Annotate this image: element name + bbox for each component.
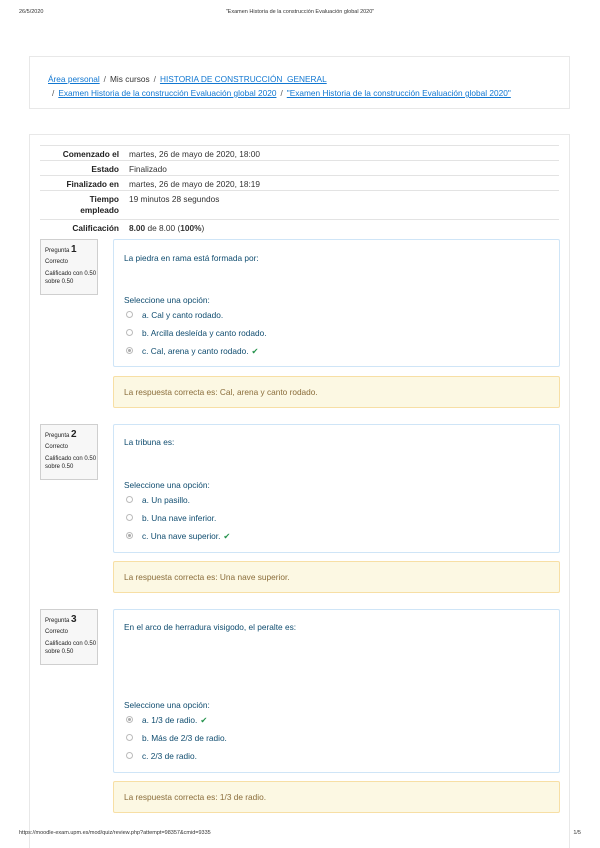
question-text: En el arco de herradura visigodo, el peralte es: [124,622,297,632]
summary-value: martes, 26 de mayo de 2020, 18:19 [129,179,260,189]
question-content [113,609,560,773]
question-number: 1 [71,244,77,255]
breadcrumb-separator: / [280,88,283,98]
question-content [113,424,560,553]
feedback-box [113,781,560,813]
radio-button[interactable] [126,329,133,336]
summary-label: Estado [91,164,119,174]
answer-option[interactable]: b. Una nave inferior. [126,513,216,523]
breadcrumb-exam-section[interactable]: Examen Historia de la construcción Evaluación global 2020 [58,88,277,98]
summary-row [40,219,559,234]
answer-prompt: Seleccione una opción: [124,480,210,490]
radio-button-selected[interactable] [126,716,133,723]
radio-button[interactable] [126,752,133,759]
radio-button[interactable] [126,311,133,318]
print-title: "Examen Historia de la construcción Evaluación global 2020" [225,9,375,15]
question-grade: Calificado con 0.50 sobre 0.50 [45,456,97,470]
breadcrumb-area-personal[interactable]: Área personal [48,74,100,84]
breadcrumb-line-2 [48,88,511,98]
question-number: 3 [71,614,77,625]
breadcrumb-exam[interactable]: "Examen Historia de la construcción Evaluación global 2020" [286,88,511,98]
breadcrumb-mis-cursos: Mis cursos [109,74,150,84]
answer-option[interactable]: b. Arcilla desleída y canto rodado. [126,328,267,338]
answer-option[interactable]: a. Cal y canto rodado. [126,310,223,320]
summary-label: Comenzado el [62,149,119,159]
breadcrumb-separator: / [103,74,106,84]
question-text: La piedra en rama está formada por: [124,253,259,263]
summary-row [40,145,559,160]
summary-value: martes, 26 de mayo de 2020, 18:00 [129,149,260,159]
check-icon: ✔ [223,531,231,541]
question-label: Pregunta [45,618,70,624]
radio-button-selected[interactable] [126,347,133,354]
question-info [40,609,98,665]
answer-option[interactable]: c. Una nave superior. ✔ [126,531,230,541]
question-number: 2 [71,429,77,440]
question-grade: Calificado con 0.50 sobre 0.50 [45,641,97,655]
page-number: 1/5 [573,830,581,836]
answer-option[interactable]: c. Cal, arena y canto rodado. ✔ [126,346,259,356]
radio-button[interactable] [126,496,133,503]
radio-button[interactable] [126,734,133,741]
breadcrumb-separator: / [153,74,156,84]
summary-row [40,190,559,219]
summary-label: Calificación [72,223,119,233]
answer-option[interactable]: a. 1/3 de radio. ✔ [126,715,207,725]
attempt-summary-table [40,145,559,234]
print-date: 26/5/2020 [19,9,44,15]
question-content [113,239,560,367]
correct-answer-text: La respuesta correcta es: Cal, arena y canto rodado. [124,387,318,397]
summary-label: Tiempo empleado [80,194,119,215]
question-text: La tribuna es: [124,437,175,447]
question-info [40,424,98,480]
answer-prompt: Seleccione una opción: [124,700,210,710]
question-label: Pregunta [45,248,70,254]
breadcrumb-course[interactable]: HISTORIA DE CONSTRUCCIÓN_GENERAL [159,74,327,84]
summary-row [40,175,559,190]
correct-answer-text: La respuesta correcta es: Una nave superior. [124,572,290,582]
correct-answer-text: La respuesta correcta es: 1/3 de radio. [124,792,267,802]
question-state: Correcto [45,629,69,635]
breadcrumb-separator: / [52,88,55,98]
feedback-box [113,561,560,593]
question-info [40,239,98,295]
feedback-box [113,376,560,408]
summary-value: 19 minutos 28 segundos [129,194,220,204]
grade-value: 8.00 de 8.00 (100%) [129,223,205,233]
answer-option[interactable]: a. Un pasillo. [126,495,190,505]
question-grade: Calificado con 0.50 sobre 0.50 [45,271,97,285]
breadcrumb [48,74,327,84]
print-url: https://moodle-exam.upm.es/mod/quiz/review.php?attempt=98357&cmid=9335 [19,830,211,836]
answer-prompt: Seleccione una opción: [124,295,210,305]
answer-option[interactable]: b. Más de 2/3 de radio. [126,733,227,743]
summary-value: Finalizado [129,164,167,174]
summary-row [40,160,559,175]
radio-button-selected[interactable] [126,532,133,539]
question-state: Correcto [45,444,69,450]
question-state: Correcto [45,259,69,265]
answer-option[interactable]: c. 2/3 de radio. [126,751,197,761]
check-icon: ✔ [200,715,208,725]
check-icon: ✔ [251,346,259,356]
radio-button[interactable] [126,514,133,521]
summary-label: Finalizado en [66,179,119,189]
question-label: Pregunta [45,433,70,439]
